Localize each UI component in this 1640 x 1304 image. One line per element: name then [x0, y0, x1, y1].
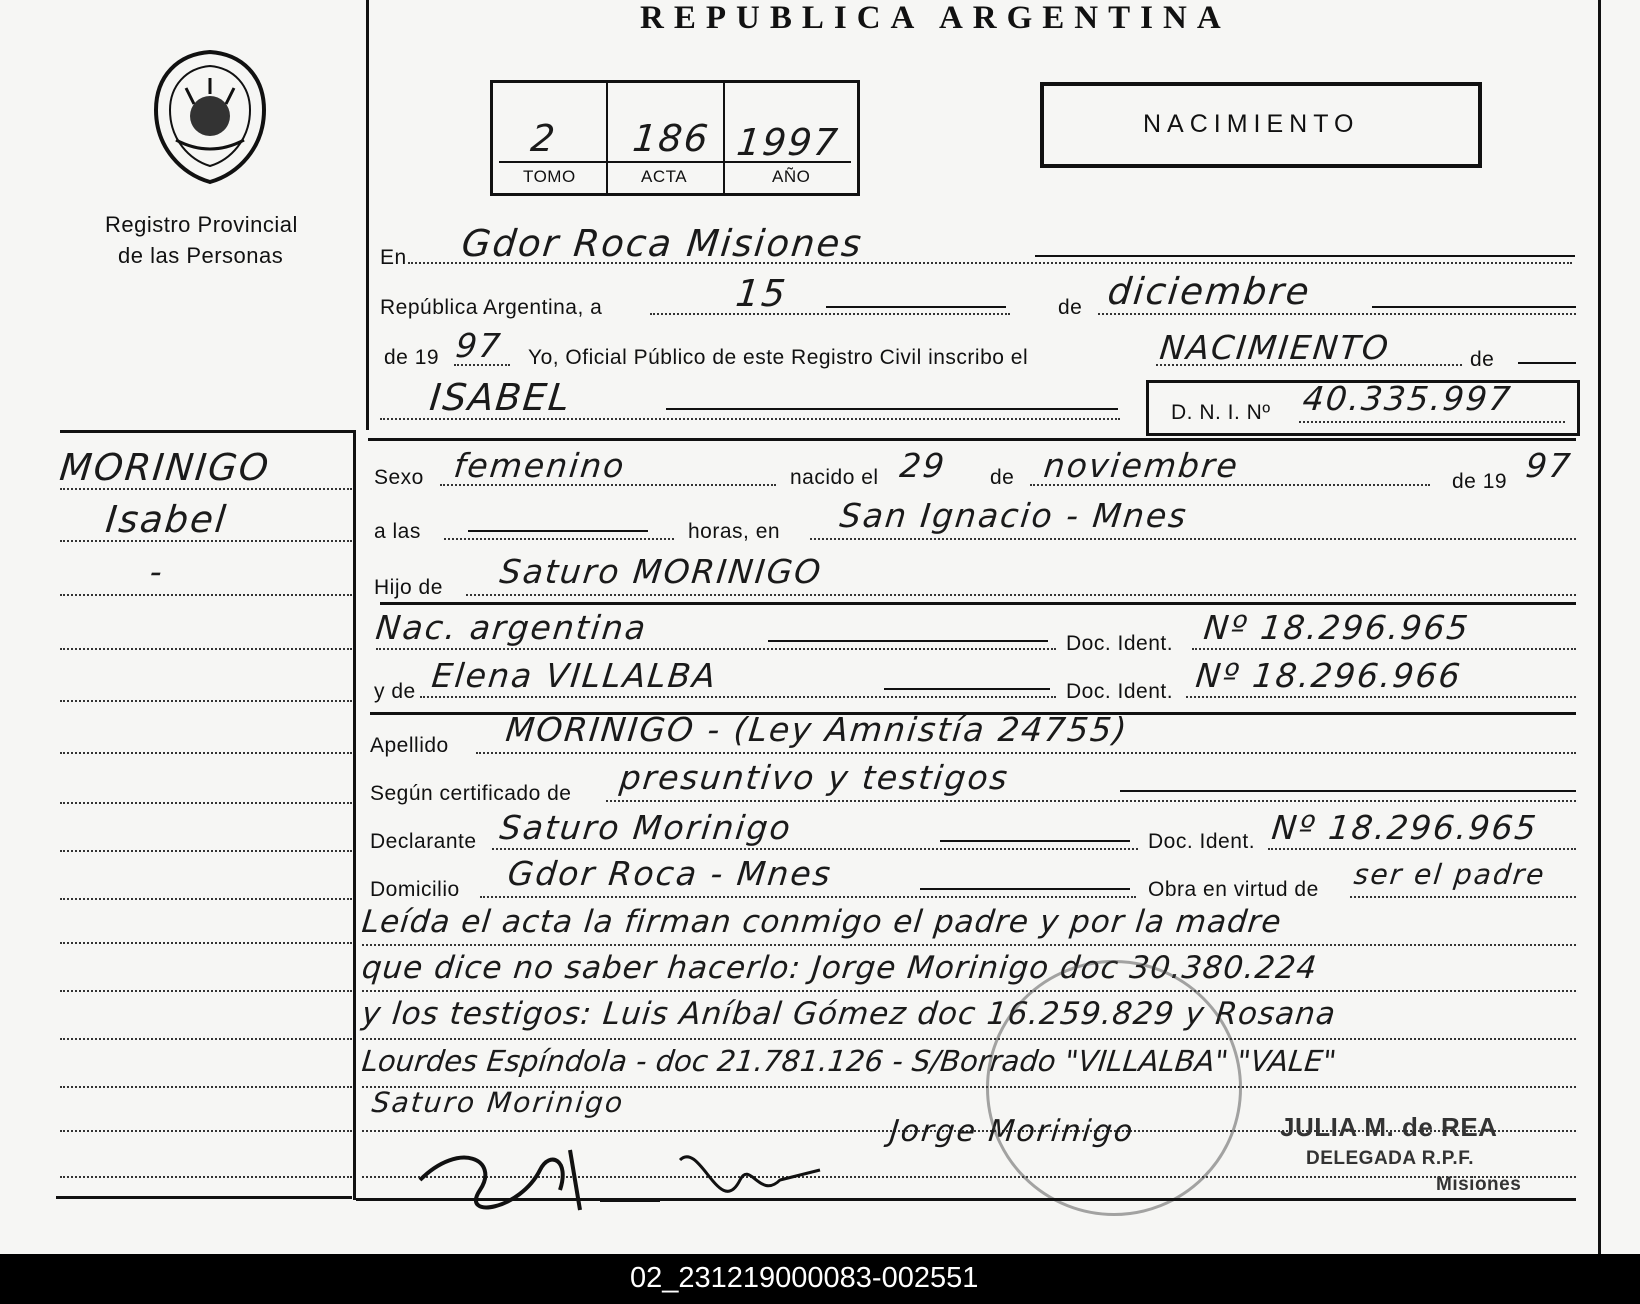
obra-label: Obra en virtud de [1148, 878, 1319, 901]
mother-value: Elena VILLALBA [429, 656, 720, 695]
de-label-3: de [990, 466, 1015, 489]
dni-value: 40.335.997 [1300, 379, 1515, 418]
section-divider-right [368, 438, 1576, 441]
day-value: 15 [733, 272, 790, 315]
registry-office-line2: de las Personas [118, 243, 284, 268]
acta-value: 186 [630, 117, 712, 160]
a-las-label: a las [374, 520, 421, 543]
father-doc-label: Doc. Ident. [1066, 632, 1174, 655]
declarante-doc-value: Nº 18.296.965 [1269, 808, 1540, 847]
footer-code: 02_231219000083-002551 [630, 1262, 979, 1294]
stamp-line-2: DELEGADA R.P.F. [1306, 1148, 1474, 1169]
observation-line-3: y los testigos: Luis Aníbal Gómez doc 16.259.829 y Rosana [360, 996, 1338, 1032]
signature-jorge: Jorge Morinigo [888, 1114, 1137, 1149]
nacido-label: nacido el [790, 466, 879, 489]
registry-office-line1: Registro Provincial [105, 212, 298, 237]
declarante-label: Declarante [370, 830, 477, 853]
column-separator-top [366, 0, 369, 430]
en-label: En [380, 246, 407, 269]
provincial-seal [146, 48, 274, 186]
birth-year-prefix: de 19 [1452, 470, 1508, 493]
stamp-line-1: JULIA M. de REA [1280, 1112, 1498, 1142]
signature-icon [400, 1120, 880, 1230]
document-type-box [1040, 82, 1482, 168]
page-right-border [1598, 0, 1601, 1255]
observation-line-1: Leída el acta la firman conmigo el padre y por la madre [360, 904, 1284, 940]
observation-line-4: Lourdes Espíndola - doc 21.781.126 - S/Borrado "VILLALBA" "VALE" [360, 1044, 1338, 1078]
observation-line-2: que dice no saber hacerlo: Jorge Morinigo doc 30.380.224 [360, 950, 1320, 986]
y-de-label: y de [374, 680, 416, 703]
footer-bar [0, 1254, 1640, 1304]
column-separator-bottom [353, 430, 356, 1200]
declarante-doc-label: Doc. Ident. [1148, 830, 1256, 853]
year-prefix: de 19 [384, 346, 440, 369]
delegada-stamp [1276, 1104, 1576, 1204]
observation-line-5: Saturo Morinigo [370, 1086, 626, 1119]
acta-box [490, 80, 860, 196]
sexo-value: femenino [451, 446, 628, 485]
domicilio-value: Gdor Roca - Mnes [505, 854, 835, 893]
de-label: de [1058, 296, 1083, 319]
page-title: REPUBLICA ARGENTINA [640, 0, 1231, 36]
apellido-label: Apellido [370, 734, 449, 757]
year-suffix: 97 [453, 326, 505, 365]
section-divider-2 [380, 602, 1576, 605]
tomo-value: 2 [528, 117, 559, 160]
republica-label: República Argentina, a [380, 296, 603, 319]
place-value: Gdor Roca Misiones [459, 222, 866, 265]
mother-doc-label: Doc. Ident. [1066, 680, 1174, 703]
anio-label: AÑO [772, 167, 811, 186]
section-divider-left [60, 430, 355, 433]
dni-label: D. N. I. Nº [1171, 401, 1271, 424]
certificado-value: presuntivo y testigos [617, 758, 1012, 797]
stamp-line-3: Misiones [1436, 1174, 1522, 1195]
declarante-value: Saturo Morinigo [497, 808, 794, 847]
birth-place-value: San Ignacio - Mnes [837, 496, 1190, 535]
official-stamp-circle [986, 960, 1242, 1216]
father-nationality-value: Nac. argentina [373, 608, 650, 647]
obra-value: ser el padre [1352, 858, 1548, 891]
child-name-value: ISABEL [427, 376, 574, 419]
bottom-line-left [56, 1196, 352, 1199]
hijo-label: Hijo de [374, 576, 443, 599]
birth-year-suffix: 97 [1523, 446, 1575, 485]
birth-day-value: 29 [897, 446, 949, 485]
tomo-label: TOMO [523, 167, 576, 186]
act-type-value: NACIMIENTO [1157, 328, 1392, 367]
anio-value: 1997 [734, 121, 842, 164]
margin-surname: MORINIGO [57, 446, 273, 489]
apellido-value: MORINIGO - (Ley Amnistía 24755) [503, 710, 1131, 749]
dni-box [1146, 380, 1580, 436]
birth-month-value: noviembre [1041, 446, 1242, 485]
domicilio-label: Domicilio [370, 878, 460, 901]
month-value: diciembre [1105, 270, 1313, 313]
acta-label: ACTA [641, 167, 688, 186]
yo-text: Yo, Oficial Público de este Registro Civil inscribo el [528, 346, 1029, 369]
margin-name: Isabel [103, 498, 230, 541]
margin-dash: - [147, 552, 166, 591]
document-type-label: NACIMIENTO [1143, 110, 1360, 138]
father-value: Saturo MORINIGO [497, 552, 825, 591]
signature-scribbles [400, 1120, 880, 1230]
seal-emblem-icon [146, 48, 274, 186]
horas-label: horas, en [688, 520, 781, 543]
bottom-line-right [356, 1198, 1576, 1201]
father-doc-value: Nº 18.296.965 [1201, 608, 1472, 647]
mother-doc-value: Nº 18.296.966 [1193, 656, 1464, 695]
de-label-2: de [1470, 348, 1495, 371]
segun-label: Según certificado de [370, 782, 572, 805]
sexo-label: Sexo [374, 466, 424, 489]
